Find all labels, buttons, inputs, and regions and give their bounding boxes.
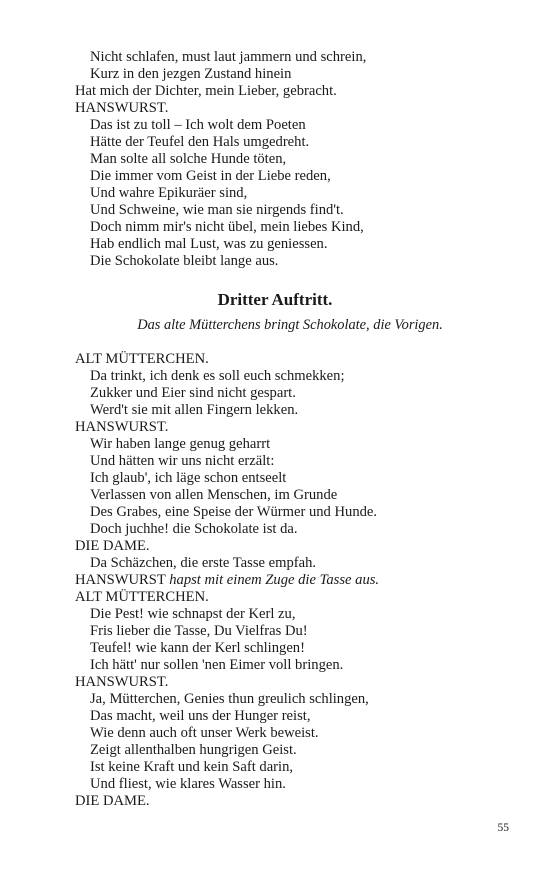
verse-line: Die immer vom Geist in der Liebe reden, [90, 168, 331, 184]
verse-line: Doch nimm mir's nicht übel, mein liebes Kind, [90, 219, 364, 235]
verse-line: Zukker und Eier sind nicht gespart. [90, 385, 296, 401]
scene-heading: Dritter Auftritt. [217, 290, 333, 309]
verse-line: Man solte all solche Hunde töten, [90, 151, 287, 167]
speaker-name: ALT MÜTTERCHEN. [75, 589, 209, 605]
inline-stage-direction: hapst mit einem Zuge die Tasse aus. [169, 572, 380, 588]
verse-line: Die Pest! wie schnapst der Kerl zu, [90, 606, 296, 622]
verse-line: Da Schäzchen, die erste Tasse empfah. [90, 555, 317, 571]
stage-direction: Das alte Mütterchens bringt Schokolate, die Vorigen. [137, 317, 443, 333]
verse-line: Das ist zu toll – Ich wolt dem Poeten [90, 117, 306, 133]
verse-line: Doch juchhe! die Schokolate ist da. [90, 521, 298, 537]
verse-line: Verlassen von allen Menschen, im Grunde [90, 487, 338, 503]
verse-line: Ich glaub', ich läge schon entseelt [90, 470, 287, 486]
verse-line: Hab endlich mal Lust, was zu geniessen. [90, 236, 328, 252]
verse-line: Ja, Mütterchen, Genies thun greulich schlingen, [90, 691, 369, 707]
verse-line: Ich hätt' nur sollen 'nen Eimer voll bringen. [90, 657, 344, 673]
speaker-name: ALT MÜTTERCHEN. [75, 351, 209, 367]
verse-line: Und fliest, wie klares Wasser hin. [90, 776, 286, 792]
verse-line: Hat mich der Dichter, mein Lieber, gebracht. [75, 83, 337, 99]
verse-line: Fris lieber die Tasse, Du Vielfras Du! [90, 623, 308, 639]
speaker-name: HANSWURST. [75, 674, 169, 690]
speaker-name: HANSWURST. [75, 419, 169, 435]
verse-line: Und Schweine, wie man sie nirgends find't. [90, 202, 344, 218]
verse-line: Ist keine Kraft und kein Saft darin, [90, 759, 294, 775]
verse-line: Da trinkt, ich denk es soll euch schmekken; [90, 368, 345, 384]
verse-line: Das macht, weil uns der Hunger reist, [90, 708, 311, 724]
verse-line: Teufel! wie kann der Kerl schlingen! [90, 640, 305, 656]
verse-line: Werd't sie mit allen Fingern lekken. [90, 402, 299, 418]
speaker-name: HANSWURST [75, 572, 166, 588]
speaker-name: DIE DAME. [75, 793, 150, 809]
verse-line: Nicht schlafen, must laut jammern und schrein, [90, 49, 367, 65]
page-number: 55 [497, 822, 509, 834]
verse-line: Die Schokolate bleibt lange aus. [90, 253, 279, 269]
verse-line: Zeigt allenthalben hungrigen Geist. [90, 742, 297, 758]
verse-line: Und wahre Epikuräer sind, [90, 185, 248, 201]
verse-line: Und hätten wir uns nicht erzält: [90, 453, 275, 469]
verse-line: Hätte der Teufel den Hals umgedreht. [90, 134, 310, 150]
speaker-line-with-direction [75, 572, 379, 589]
speaker-name: HANSWURST. [75, 100, 169, 116]
speaker-name: DIE DAME. [75, 538, 150, 554]
verse-line: Kurz in den jezgen Zustand hinein [90, 66, 292, 82]
verse-line: Wir haben lange genug geharrt [90, 436, 271, 452]
verse-line: Wie denn auch oft unser Werk beweist. [90, 725, 319, 741]
verse-line: Des Grabes, eine Speise der Würmer und Hunde. [90, 504, 378, 520]
